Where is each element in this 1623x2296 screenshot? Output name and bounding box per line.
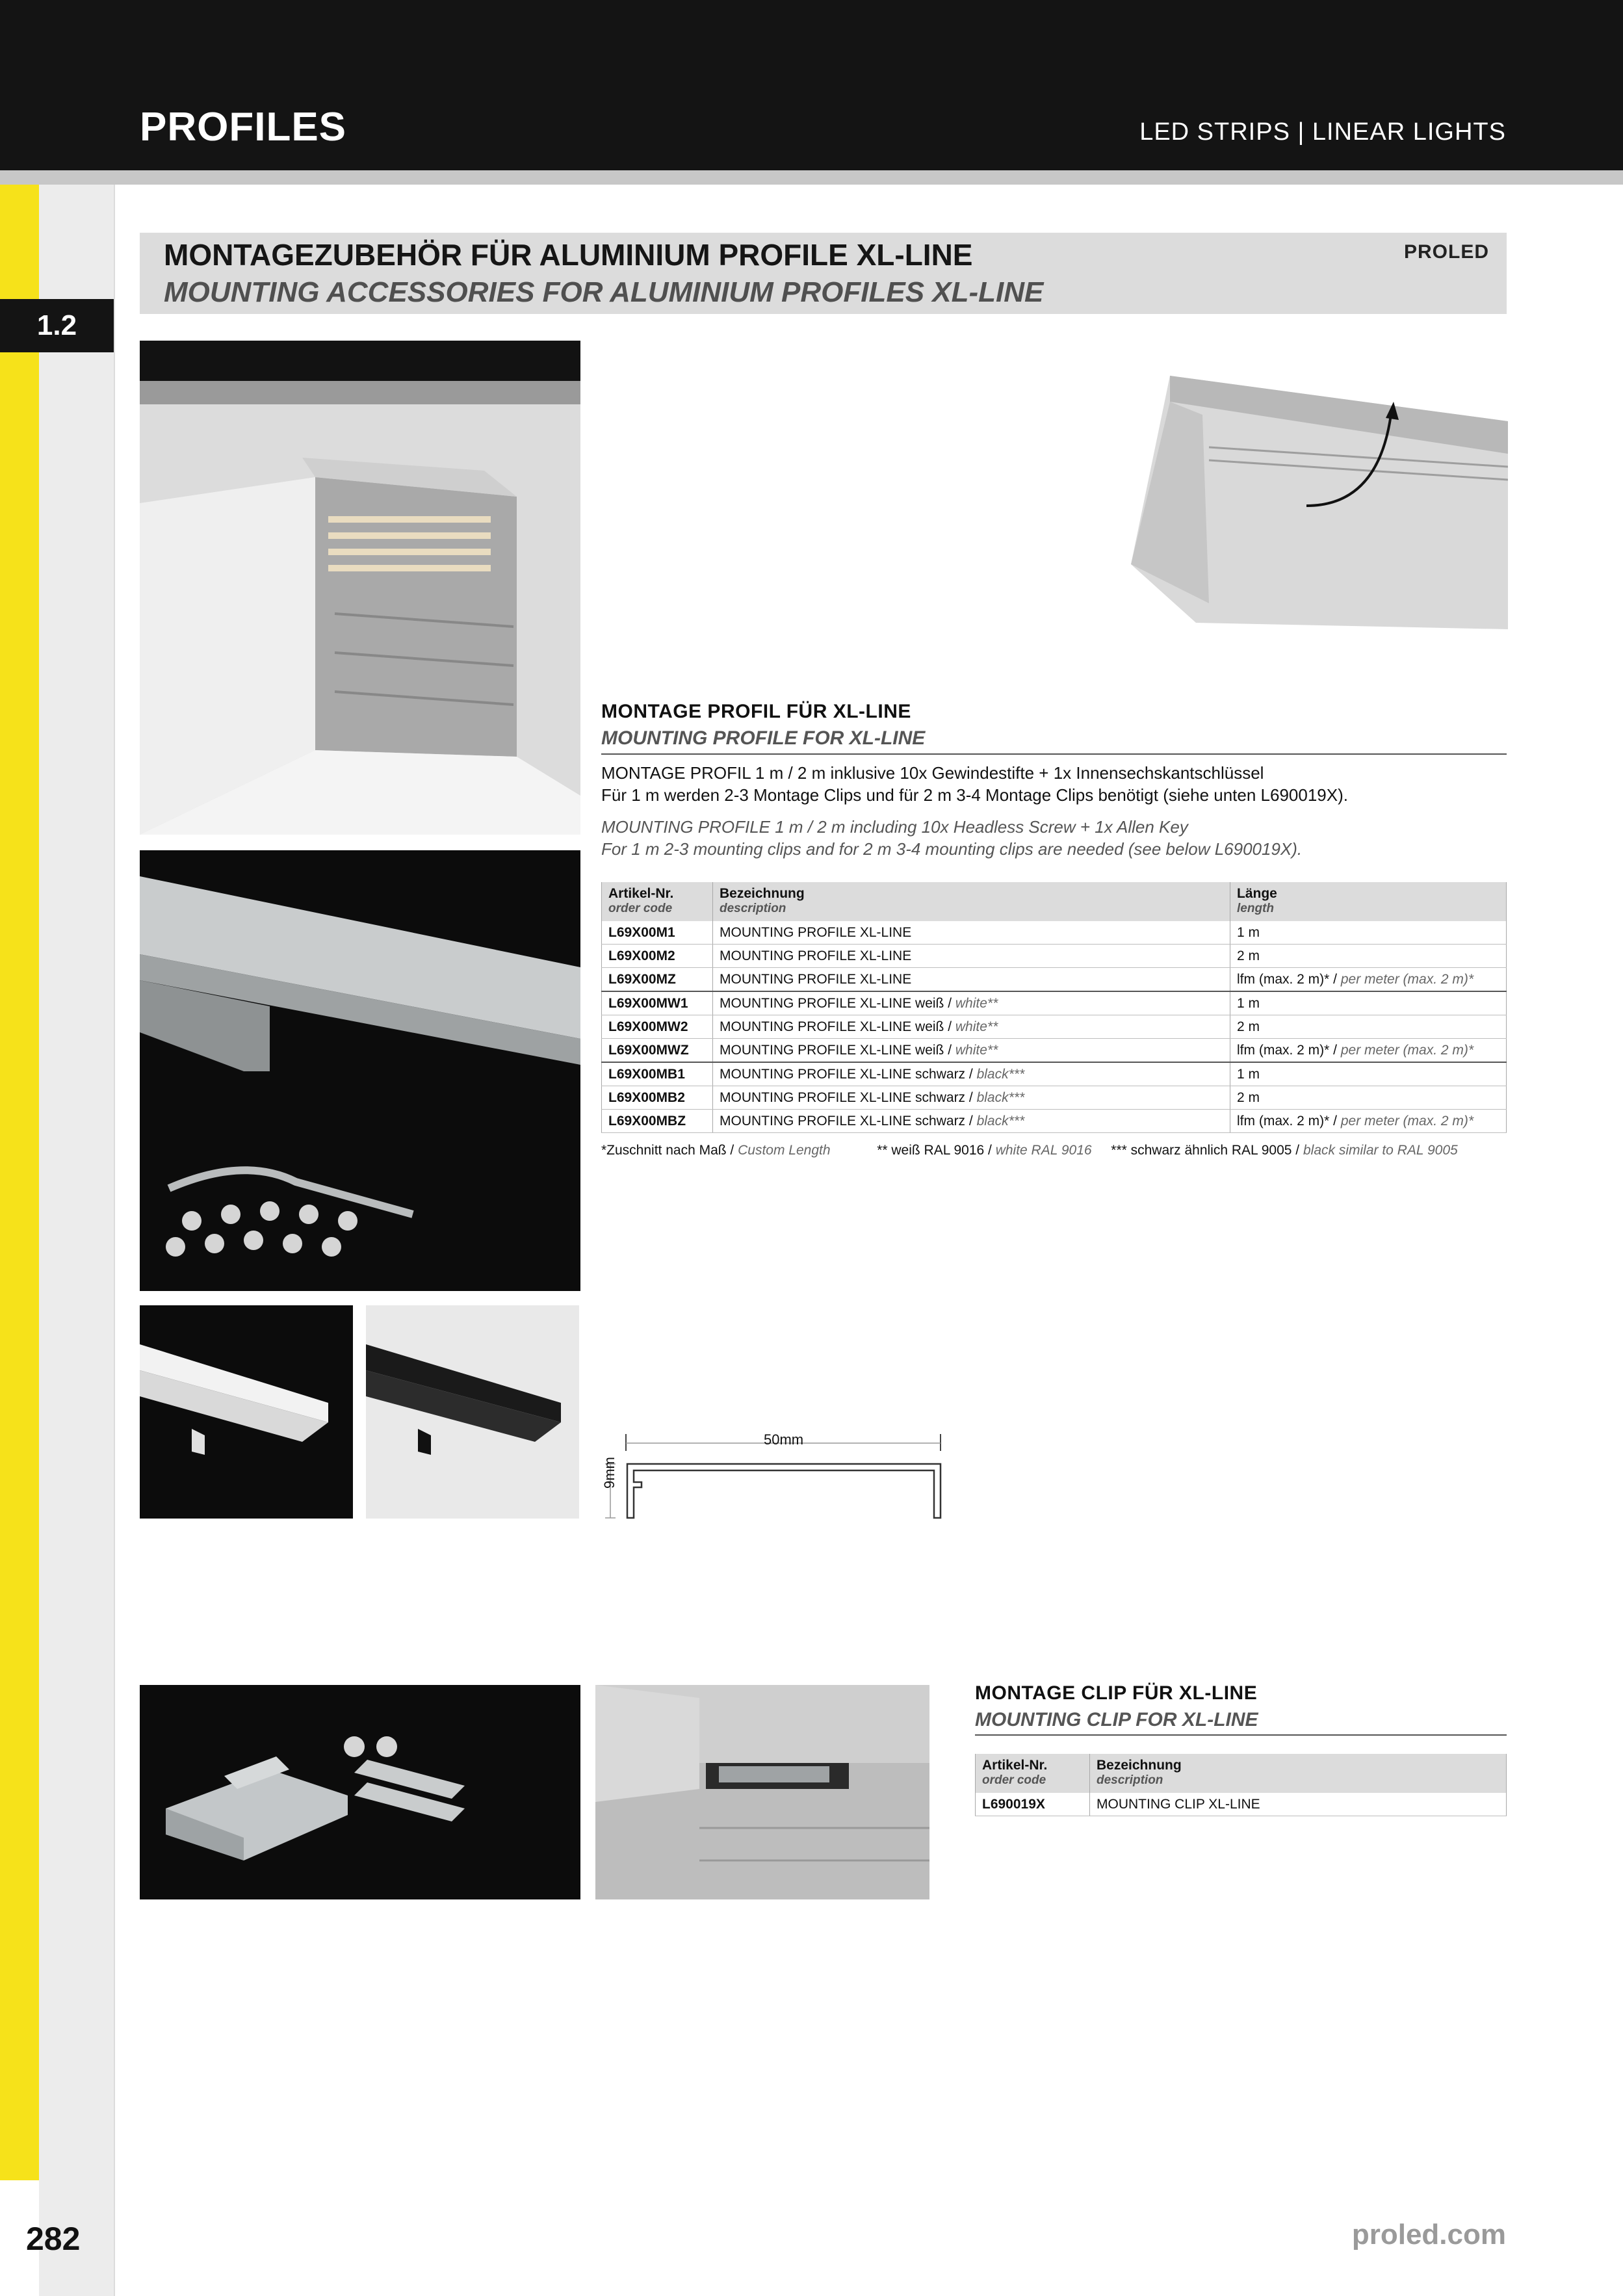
cell-code-text: L69X00MW1 (608, 995, 688, 1011)
cell-code (602, 1086, 713, 1110)
cell-desc (713, 1062, 1230, 1086)
profile-heading-de: MONTAGE PROFIL FÜR XL-LINE (601, 701, 911, 722)
footnote-white-en: white RAL 9016 (995, 1143, 1092, 1158)
profile-heading-en: MOUNTING PROFILE FOR XL-LINE (601, 727, 926, 749)
table-row (602, 1062, 1507, 1086)
table-row (602, 1039, 1507, 1063)
table-row (602, 921, 1507, 945)
cell-desc-text: MOUNTING PROFILE XL-LINE weiß / (720, 1019, 955, 1034)
cell-code (602, 1039, 713, 1063)
cell-desc (713, 991, 1230, 1015)
header-divider (0, 170, 1623, 185)
cell-desc-text: MOUNTING PROFILE XL-LINE schwarz / (720, 1066, 977, 1082)
brand-logo: PROLED (1404, 241, 1490, 263)
cell-desc-text: MOUNTING PROFILE XL-LINE schwarz / (720, 1113, 977, 1128)
profile-footnotes (601, 1143, 1458, 1158)
dimension-width-label: 50mm (764, 1431, 804, 1448)
cell-code-text: L69X00MZ (608, 971, 676, 987)
table-row (602, 1086, 1507, 1110)
section-subtitle: LED STRIPS | LINEAR LIGHTS (1139, 118, 1506, 146)
cell-desc-text: MOUNTING PROFILE XL-LINE weiß / (720, 995, 955, 1011)
table-row (602, 945, 1507, 968)
clip-heading-rule (975, 1734, 1507, 1736)
page-number: 282 (26, 2221, 81, 2257)
cell-desc (713, 1039, 1230, 1063)
cell-len (1230, 945, 1507, 968)
col-description-de: Bezeichnung (1097, 1758, 1182, 1773)
footnote-white: ** weiß RAL 9016 / (877, 1143, 996, 1158)
page-title-de: MONTAGEZUBEHÖR FÜR ALUMINIUM PROFILE XL-LINE (164, 238, 973, 272)
cell-len (1230, 921, 1507, 945)
footnote-custom-length-en: Custom Length (738, 1143, 831, 1158)
col-description-en: description (720, 902, 786, 915)
page-title-en: MOUNTING ACCESSORIES FOR ALUMINIUM PROFILES XL-LINE (164, 276, 1044, 308)
yellow-side-rail (0, 185, 39, 2180)
cell-len-text: 2 m (1237, 1019, 1260, 1034)
cell-desc (713, 921, 1230, 945)
section-title: PROFILES (140, 105, 347, 150)
cell-desc (713, 1015, 1230, 1039)
black-cover-photo (366, 1305, 579, 1519)
col-length (1230, 882, 1507, 921)
col-order-code (976, 1754, 1090, 1793)
clip-spec-table (975, 1754, 1507, 1816)
col-description-de: Bezeichnung (720, 886, 805, 901)
col-length-en: length (1237, 902, 1274, 915)
profile-description-en-2: For 1 m 2-3 mounting clips and for 2 m 3-4 mounting clips are needed (see below L690019X). (601, 839, 1303, 859)
mounting-clips-photo (140, 1685, 580, 1899)
cell-desc (713, 968, 1230, 992)
cell-code-text: L69X00MW2 (608, 1019, 688, 1034)
cell-code (602, 1110, 713, 1133)
cell-len-text-en: per meter (max. 2 m)* (1340, 1042, 1474, 1058)
grey-side-rail (39, 185, 115, 2296)
cell-len-text: 1 m (1237, 924, 1260, 940)
cell-len (1230, 1015, 1507, 1039)
cell-len (1230, 1039, 1507, 1063)
cell-len-text: lfm (max. 2 m)* / (1237, 1042, 1341, 1058)
profile-accessories-photo (140, 850, 580, 1291)
table-row (602, 1015, 1507, 1039)
col-order-code (602, 882, 713, 921)
cell-desc: MOUNTING CLIP XL-LINE (1090, 1793, 1507, 1816)
footnote-black: *** schwarz ähnlich RAL 9005 / (1111, 1143, 1303, 1158)
cell-len-text-en: per meter (max. 2 m)* (1340, 971, 1474, 987)
col-order-code-de: Artikel-Nr. (982, 1758, 1048, 1773)
cell-len-text: 2 m (1237, 948, 1260, 963)
cell-desc-text: MOUNTING PROFILE XL-LINE (720, 971, 912, 987)
clip-mounted-photo (595, 1685, 929, 1899)
footnote-black-en: black similar to RAL 9005 (1303, 1143, 1458, 1158)
cell-desc (713, 1086, 1230, 1110)
cell-len-text: 1 m (1237, 995, 1260, 1011)
cell-len-text: 2 m (1237, 1089, 1260, 1105)
footer-url[interactable]: proled.com (1351, 2219, 1506, 2250)
profile-mounting-photo (1131, 356, 1508, 642)
cell-len-text-en: per meter (max. 2 m)* (1340, 1113, 1474, 1128)
cell-desc-text: MOUNTING PROFILE XL-LINE schwarz / (720, 1089, 977, 1105)
table-row (602, 968, 1507, 992)
cell-code-text: L69X00MBZ (608, 1113, 686, 1128)
chapter-tab[interactable]: 1.2 (0, 299, 114, 352)
cell-code (602, 945, 713, 968)
profile-description-de-1: MONTAGE PROFIL 1 m / 2 m inklusive 10x Gewindestifte + 1x Innensechskantschlüssel (601, 763, 1264, 783)
cell-desc-text-en: white** (955, 995, 998, 1011)
col-order-code-de: Artikel-Nr. (608, 886, 674, 901)
col-description (713, 882, 1230, 921)
table-row (976, 1793, 1507, 1816)
cell-code: L690019X (976, 1793, 1090, 1816)
cell-desc (713, 1110, 1230, 1133)
cell-code (602, 1062, 713, 1086)
cell-code (602, 1015, 713, 1039)
cell-code (602, 991, 713, 1015)
cell-code-text: L69X00MB2 (608, 1089, 685, 1105)
cell-code (602, 921, 713, 945)
cell-len (1230, 968, 1507, 992)
table-header-row (976, 1754, 1507, 1793)
cell-desc-text-en: black*** (976, 1066, 1025, 1082)
dimension-height-label: 9mm (601, 1457, 617, 1489)
cell-code-text: L69X00M1 (608, 924, 675, 940)
cell-desc-text: MOUNTING PROFILE XL-LINE (720, 924, 912, 940)
col-description (1090, 1754, 1507, 1793)
profile-heading-rule (601, 753, 1507, 755)
cell-len (1230, 991, 1507, 1015)
cell-desc-text: MOUNTING PROFILE XL-LINE (720, 948, 912, 963)
cell-len (1230, 1110, 1507, 1133)
installed-profile-photo (140, 341, 580, 835)
profile-spec-table (601, 882, 1507, 1133)
cell-desc-text-en: black*** (976, 1089, 1025, 1105)
cell-len (1230, 1062, 1507, 1086)
clip-heading-en: MOUNTING CLIP FOR XL-LINE (975, 1709, 1258, 1730)
cell-desc-text-en: white** (955, 1019, 998, 1034)
profile-description-en-1: MOUNTING PROFILE 1 m / 2 m including 10x Headless Screw + 1x Allen Key (601, 817, 1188, 837)
cell-desc-text-en: black*** (976, 1113, 1025, 1128)
profile-description-de-2: Für 1 m werden 2-3 Montage Clips und für 2 m 3-4 Montage Clips benötigt (siehe unten L690019X). (601, 785, 1348, 805)
cell-desc (713, 945, 1230, 968)
col-description-en: description (1097, 1773, 1163, 1787)
cell-len-text: 1 m (1237, 1066, 1260, 1082)
table-header-row (602, 882, 1507, 921)
cell-len-text: lfm (max. 2 m)* / (1237, 971, 1341, 987)
col-order-code-en: order code (982, 1773, 1046, 1787)
cell-code-text: L69X00MB1 (608, 1066, 685, 1082)
cell-len-text: lfm (max. 2 m)* / (1237, 1113, 1341, 1128)
cell-desc-text-en: white** (955, 1042, 998, 1058)
cell-code-text: L69X00MWZ (608, 1042, 689, 1058)
clip-heading-de: MONTAGE CLIP FÜR XL-LINE (975, 1682, 1258, 1704)
table-row (602, 1110, 1507, 1133)
cell-desc-text: MOUNTING PROFILE XL-LINE weiß / (720, 1042, 955, 1058)
cell-code-text: L69X00M2 (608, 948, 675, 963)
col-order-code-en: order code (608, 902, 673, 915)
footnote-custom-length: *Zuschnitt nach Maß / (601, 1143, 738, 1158)
white-cover-photo (140, 1305, 353, 1519)
table-row (602, 991, 1507, 1015)
cell-code (602, 968, 713, 992)
cell-len (1230, 1086, 1507, 1110)
col-length-de: Länge (1237, 886, 1277, 901)
